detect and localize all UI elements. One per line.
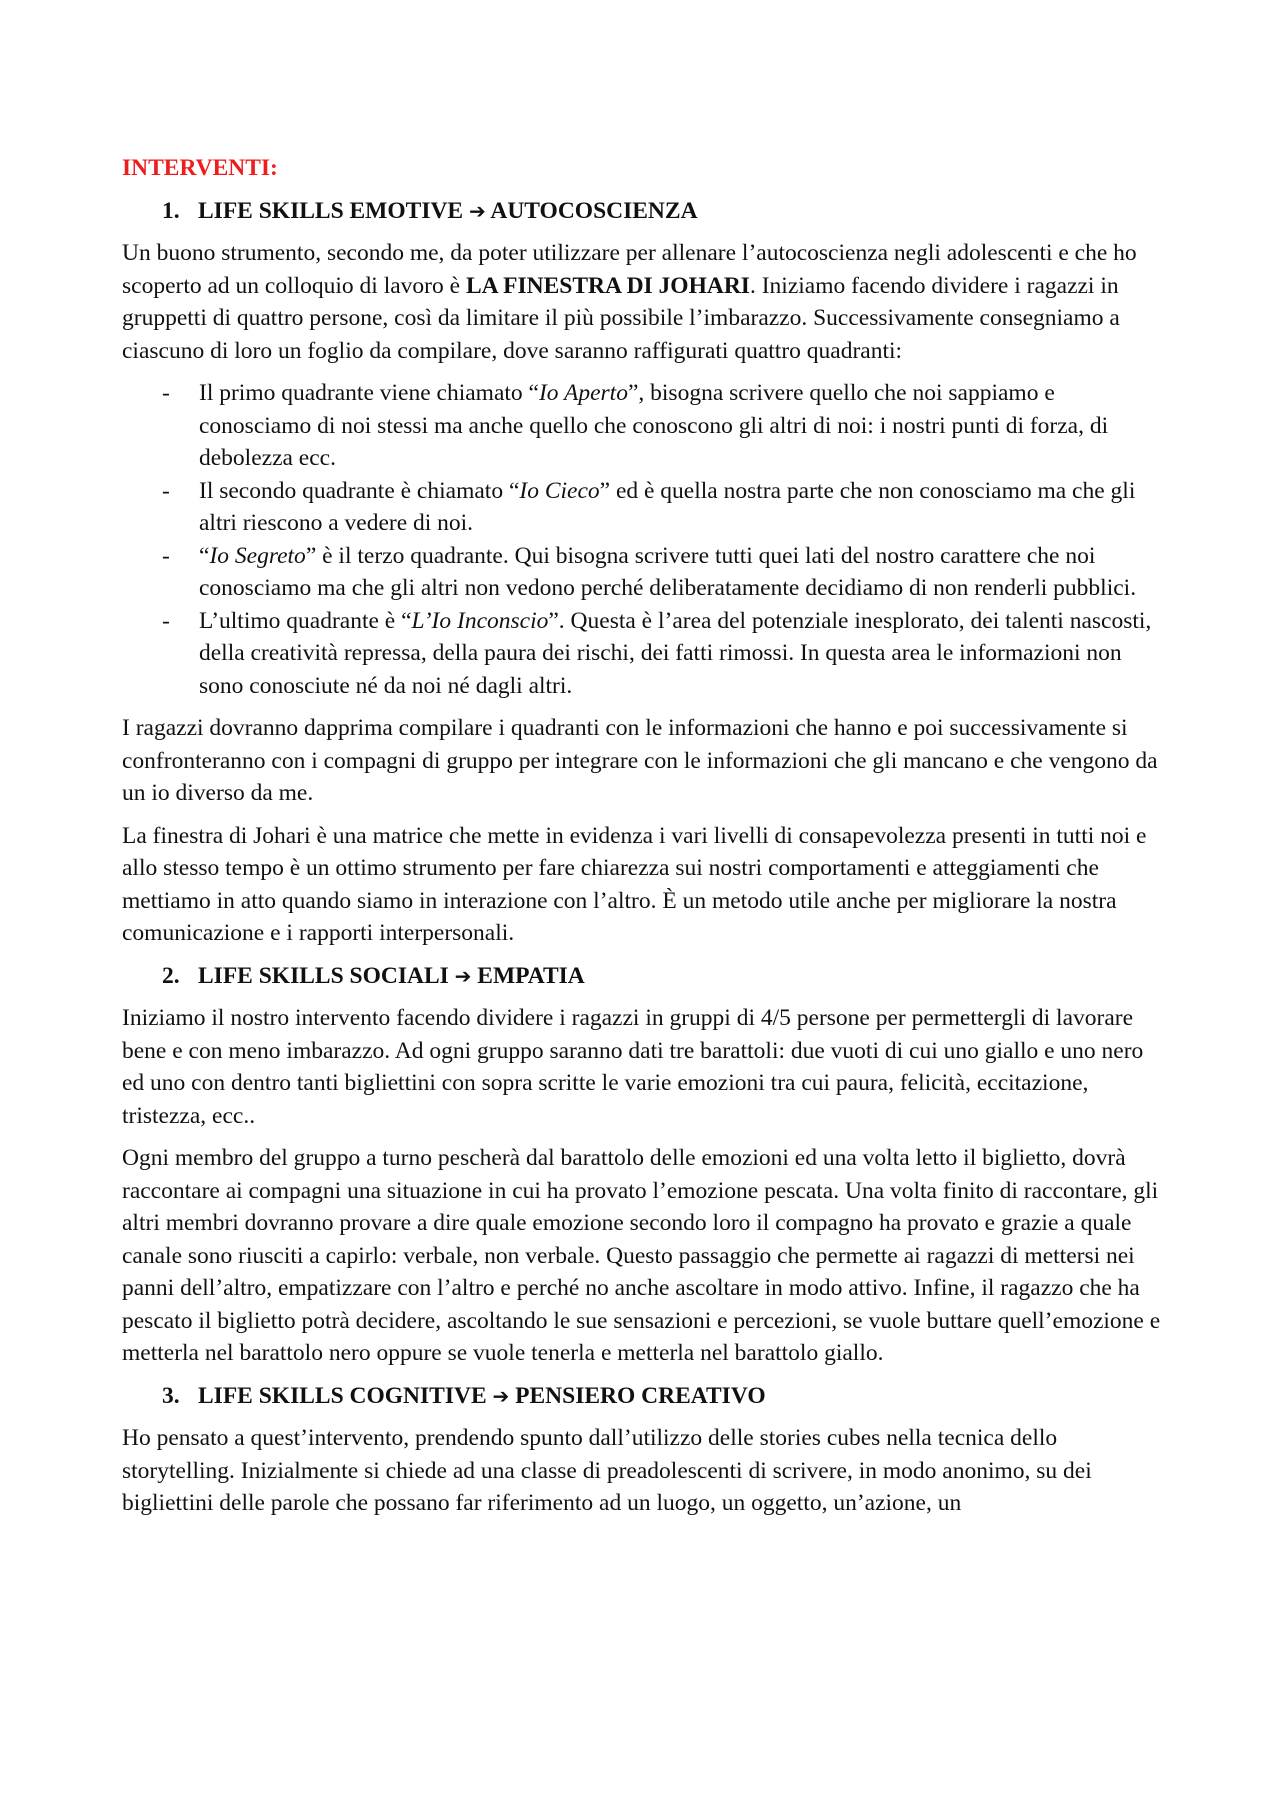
section-number: 3. [162,1382,180,1409]
section-title-left: LIFE SKILLS SOCIALI [198,962,449,989]
paragraph: Ogni membro del gruppo a turno pescherà dal barattolo delle emozioni ed una volta letto il biglietto, dovrà raccontare ai compagni una situazione in cui ha provato l’emozione pescata. Una volta finito di raccontare, gli altri membri dovranno provare a dire quale emozione secondo loro il compagno ha provato e grazie a quale canale sono riusciti a capirlo: verbale, non verbale. Questo passaggio che permette ai ragazzi di mettersi nei panni dell’altro, empatizzare con l’altro e perché no anche ascoltare in modo attivo. Infine, il ragazzo che ha pescato il biglietto potrà decidere, ascoltando le sue sensazioni e percezioni, se vuole buttare quell’emozione e metterla nel barattolo nero oppure se vuole tenerla e metterla nel barattolo giallo. [122,1145,1161,1366]
section-title-right: AUTOCOSCIENZA [490,197,698,224]
paragraph: La finestra di Johari è una matrice che mette in evidenza i vari livelli di consapevolezza presenti in tutti noi e allo stesso tempo è un ottimo strumento per fare chiarezza sui nostri comportamenti e atteggiamenti che mettiamo in atto quando siamo in interazione con l’altro. È un metodo utile anche per migliorare la nostra comunicazione e i rapporti interpersonali. [122,822,1147,946]
section-1-intro: Un buono strumento, secondo me, da poter utilizzare per allenare l’autocoscienza negli adolescenti e che ho scoperto ad un colloquio di lavoro è LA FINESTRA DI JOHARI. Iniziamo facendo dividere i ragazzi in gruppetti di quattro persone, così da limitare il più possibile l’imbarazzo. Successivamente consegniamo a ciascuno di loro un foglio da compilare, dove saranno raffigurati quattro quadranti: [122,240,1137,364]
list-item: - “Io Segreto” è il terzo quadrante. Qui bisogna scrivere tutti quei lati del nostro carattere che noi conosciamo ma che gli altri non vedono perché deliberatamente decidiamo di non renderli pubblici. [162,542,1137,601]
section-1-title [122,195,1168,228]
paragraph: I ragazzi dovranno dapprima compilare i quadranti con le informazioni che hanno e poi successivamente si confronteranno con i compagni di gruppo per integrare con le informazioni che gli mancano e che vengono da un io diverso da me. [122,715,1158,806]
paragraph: Ho pensato a quest’intervento, prendendo spunto dall’utilizzo delle stories cubes nella tecnica dello storytelling. Inizialmente si chiede ad una classe di preadolescenti di scrivere, in modo anonimo, su dei bigliettini delle parole che possano far riferimento ad un luogo, un oggetto, un’azione, un [122,1425,1092,1516]
paragraph: Iniziamo il nostro intervento facendo dividere i ragazzi in gruppi di 4/5 persone per permettergli di lavorare bene e con meno imbarazzo. Ad ogni gruppo saranno dati tre barattoli: due vuoti di cui uno giallo e uno nero ed uno con dentro tanti bigliettini con sopra scritte le varie emozioni tra cui paura, felicità, eccitazione, tristezza, ecc.. [122,1005,1144,1129]
section-title-left: LIFE SKILLS COGNITIVE [198,1382,487,1409]
arrow-right-icon: ➔ [454,963,472,988]
section-number: 2. [162,962,180,989]
section-title-left: LIFE SKILLS EMOTIVE [198,197,464,224]
section-title-right: PENSIERO CREATIVO [515,1382,766,1409]
document-heading: INTERVENTI: [122,155,278,181]
arrow-right-icon: ➔ [492,1383,510,1408]
johari-bold: LA FINESTRA DI JOHARI [465,272,750,299]
section-3-title [122,1380,1168,1413]
list-item: - Il secondo quadrante è chiamato “Io Cieco” ed è quella nostra parte che non conosciamo ma che gli altri riescono a vedere di noi. [162,477,1136,536]
section-number: 1. [162,197,180,224]
list-item: - Il primo quadrante viene chiamato “Io Aperto”, bisogna scrivere quello che noi sappiamo e conosciamo di noi stessi ma anche quello che conoscono gli altri di noi: i nostri punti di forza, di debolezza ecc. [162,380,1109,471]
section-title-right: EMPATIA [477,962,585,989]
list-item: - L’ultimo quadrante è “L’Io Inconscio”. Questa è l’area del potenziale inesplorato, dei talenti nascosti, della creatività repressa, della paura dei rischi, dei fatti rimossi. In questa area le informazioni non sono conosciute né da noi né dagli altri. [162,607,1152,699]
section-2-title [122,960,1168,993]
arrow-right-icon: ➔ [468,198,486,223]
quadrant-list [122,377,1168,702]
